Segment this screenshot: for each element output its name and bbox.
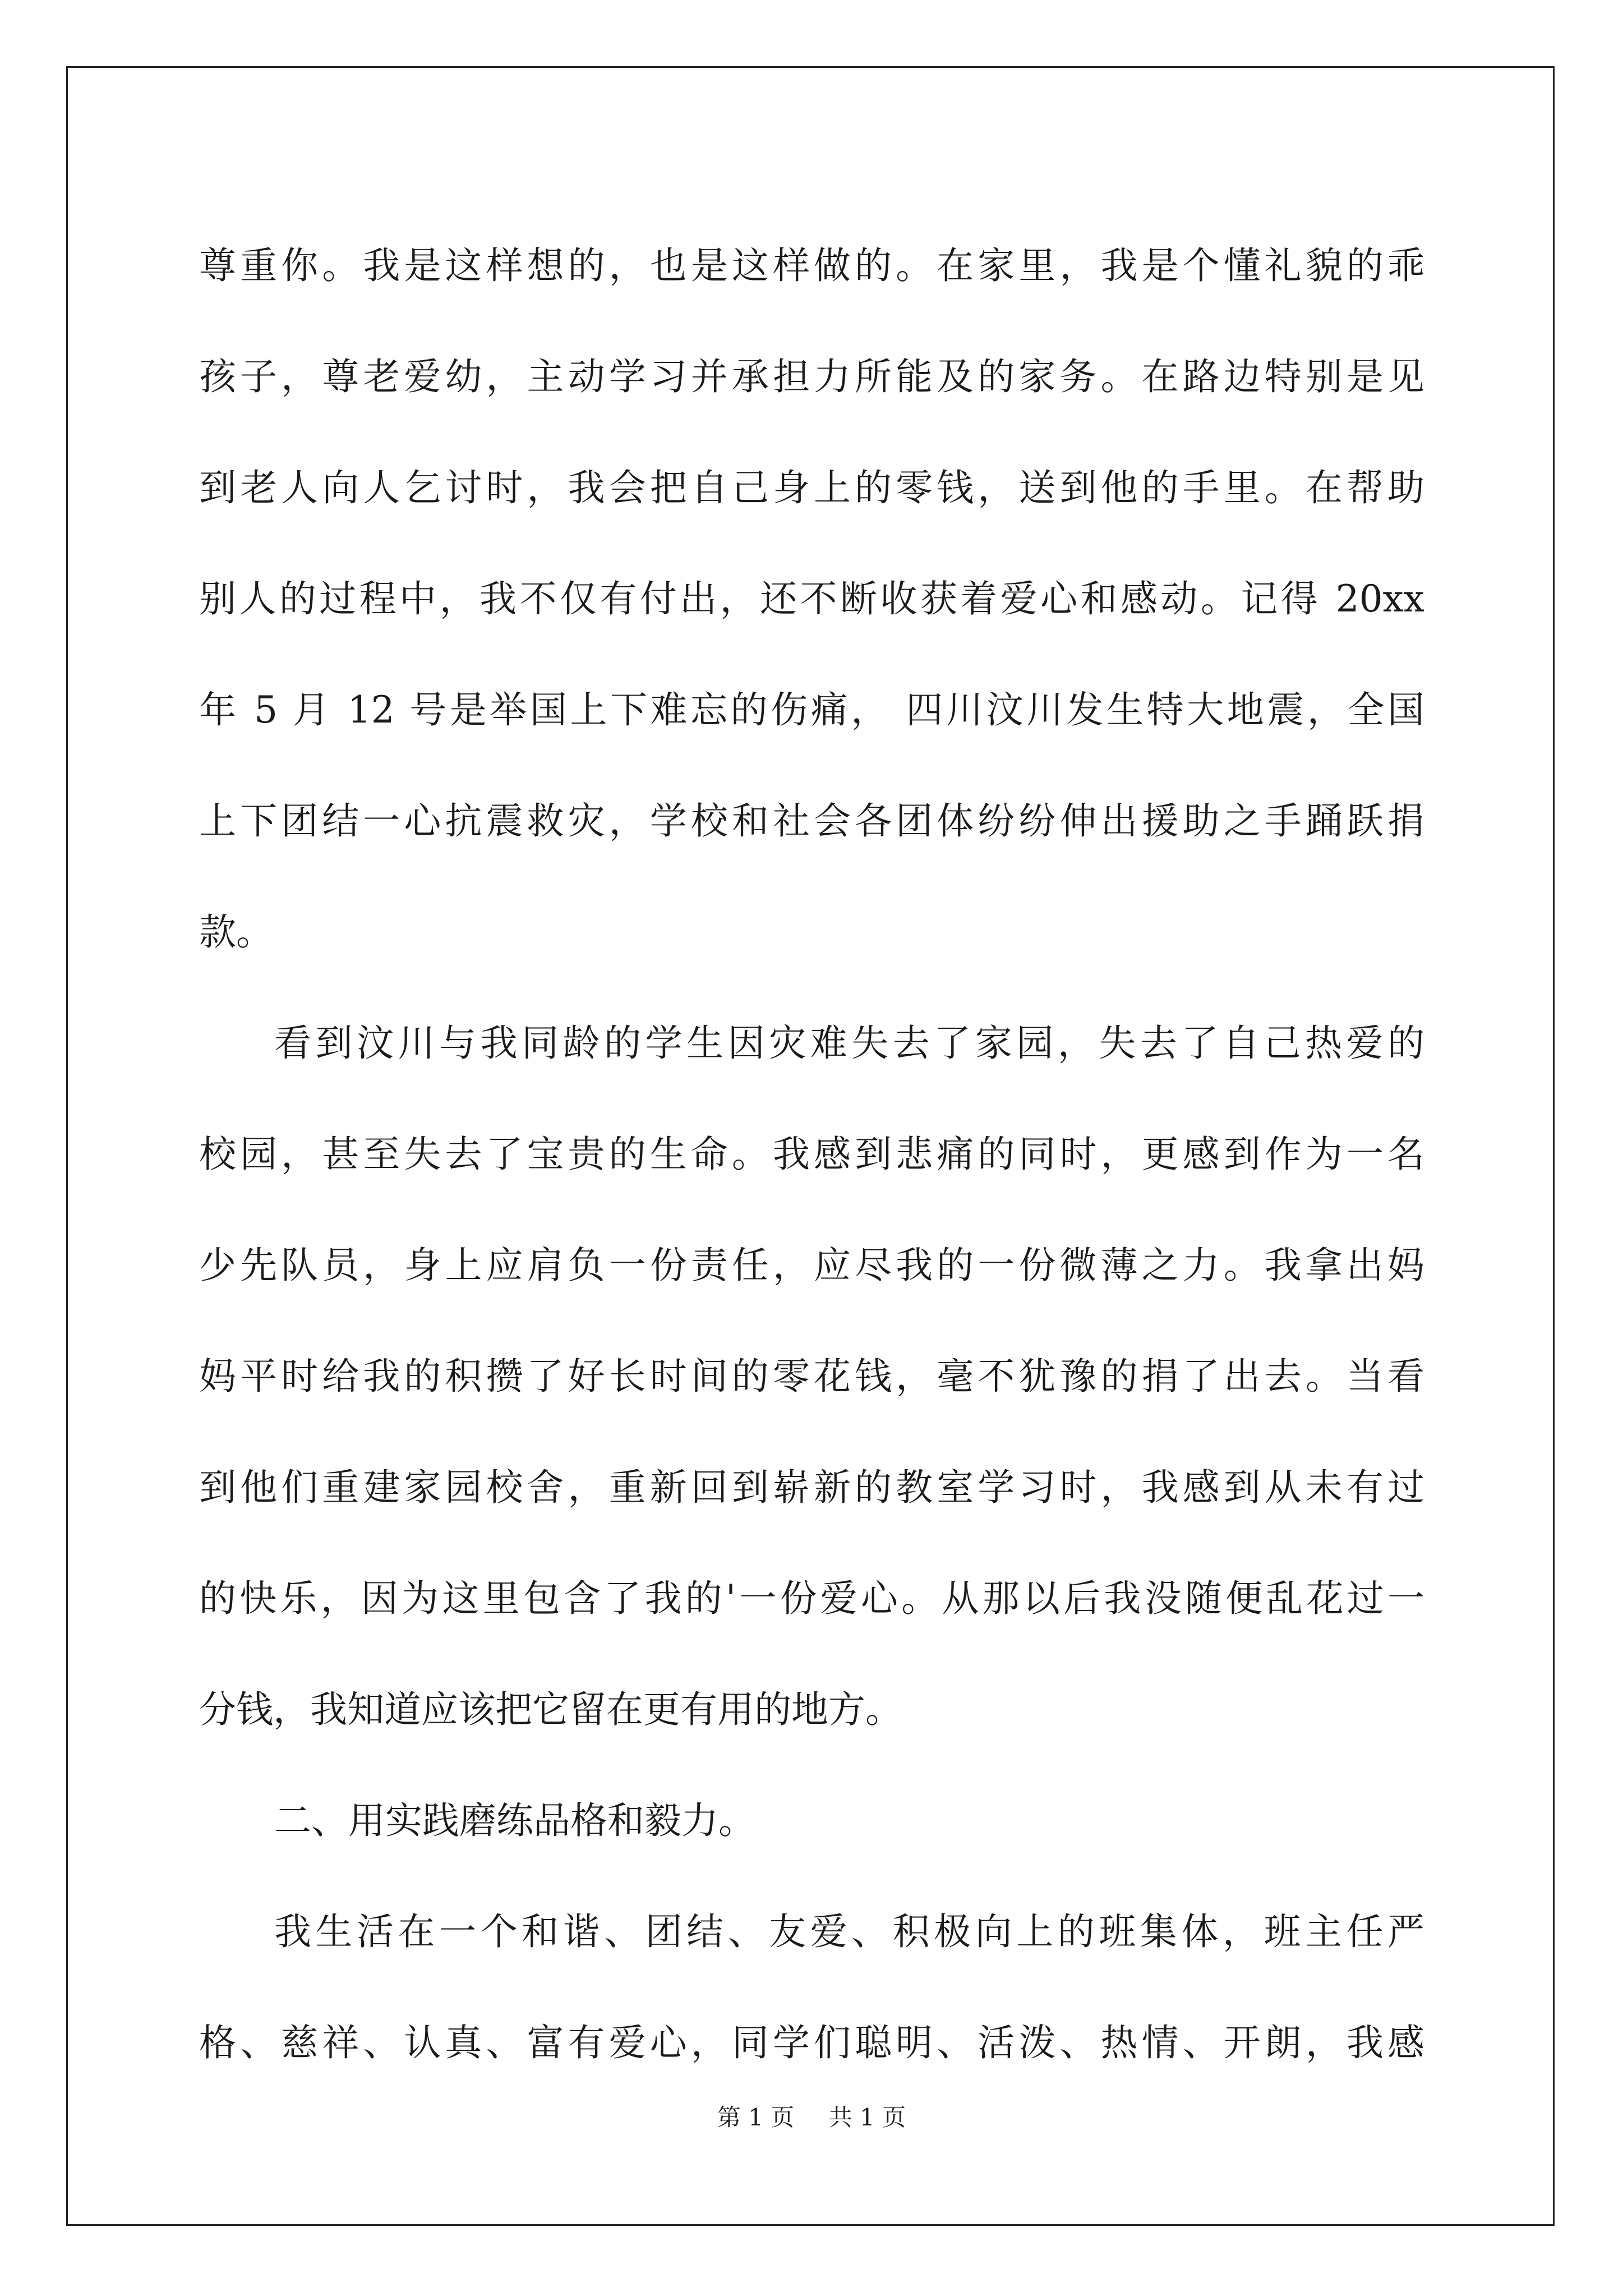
text-line: 分钱，我知道应该把它留在更有用的地方。 [199,1688,902,1731]
text-line: 款。 [199,910,273,954]
text-line: 格、慈祥、认真、富有爱心，同学们聪明、活泼、热情、开朗，我感 [199,2021,1424,2064]
text-line: 上下团结一心抗震救灾，学校和社会各团体纷纷伸出援助之手踊跃捐 [199,799,1424,843]
page-total: 共 1 页 [828,2104,906,2131]
text-line: 别人的过程中，我不仅有付出，还不断收获着爱心和感动。记得 20xx [199,577,1424,620]
page-number: 第 1 页 [717,2104,795,2131]
text-line: 孩子，尊老爱幼，主动学习并承担力所能及的家务。在路边特别是见 [199,355,1424,398]
page-footer [0,2101,1623,2134]
text-line: 看到汶川与我同龄的学生因灾难失去了家园，失去了自己热爱的 [274,1022,1424,1065]
text-line: 校园，甚至失去了宝贵的生命。我感到悲痛的同时，更感到作为一名 [199,1133,1424,1176]
text-line: 到他们重建家园校舍，重新回到崭新的教室学习时，我感到从未有过 [199,1466,1424,1509]
section-heading: 二、用实践磨练品格和毅力。 [274,1799,755,1842]
text-line: 我生活在一个和谐、团结、友爱、积极向上的班集体，班主任严 [274,1910,1424,1953]
text-line: 尊重你。我是这样想的，也是这样做的。在家里，我是个懂礼貌的乖 [199,244,1424,287]
text-line: 妈平时给我的积攒了好长时间的零花钱，毫不犹豫的捐了出去。当看 [199,1355,1424,1398]
text-line: 到老人向人乞讨时，我会把自己身上的零钱，送到他的手里。在帮助 [199,466,1424,509]
document-body [199,210,1424,2099]
text-line: 年 5 月 12 号是举国上下难忘的伤痛， 四川汶川发生特大地震，全国 [199,688,1424,731]
text-line: 的快乐，因为这里包含了我的'一份爱心。从那以后我没随便乱花过一 [199,1577,1424,1620]
text-line: 少先队员，身上应肩负一份责任，应尽我的一份微薄之力。我拿出妈 [199,1244,1424,1287]
